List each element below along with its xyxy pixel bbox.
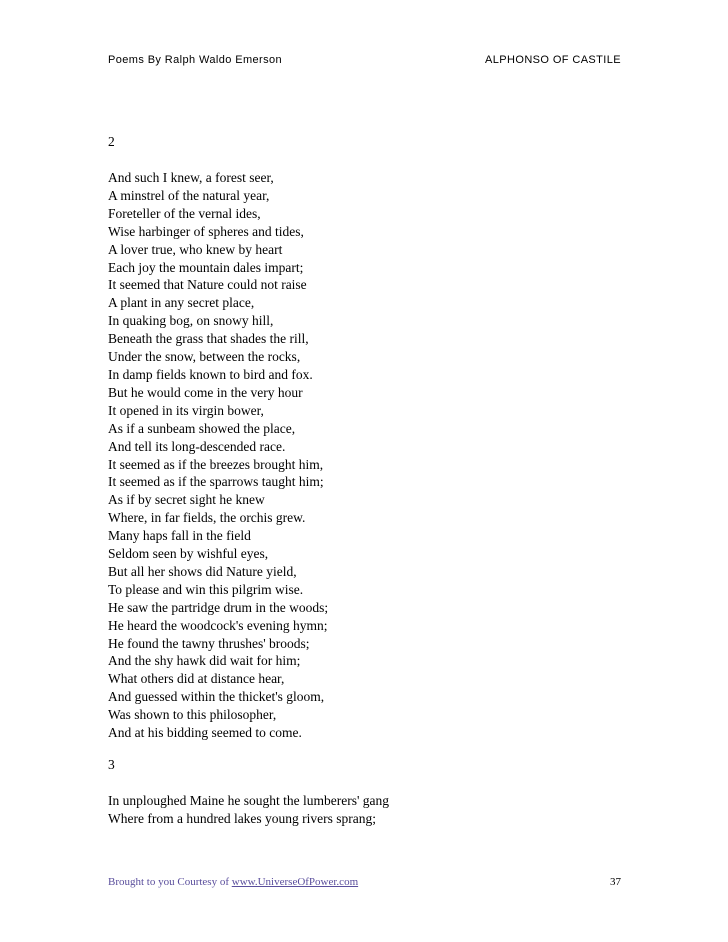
poem-line: It seemed as if the sparrows taught him; bbox=[108, 474, 324, 490]
poem-line: Under the snow, between the rocks, bbox=[108, 349, 301, 365]
page-number: 37 bbox=[610, 876, 621, 888]
poem-line: Each joy the mountain dales impart; bbox=[108, 259, 304, 275]
section-number-3: 3 bbox=[108, 757, 115, 772]
poem-line: Seldom seen by wishful eyes, bbox=[108, 546, 269, 562]
footer-website-link[interactable]: www.UniverseOfPower.com bbox=[231, 876, 359, 888]
poem-line: He heard the woodcock's evening hymn; bbox=[108, 617, 328, 633]
poem-line: To please and win this pilgrim wise. bbox=[108, 581, 304, 597]
poem-line: He found the tawny thrushes' broods; bbox=[108, 635, 310, 651]
poem-line: A plant in any secret place, bbox=[108, 295, 255, 311]
poem-line: And guessed within the thicket's gloom, bbox=[108, 689, 325, 705]
poem-line: As if by secret sight he knew bbox=[108, 492, 265, 508]
footer-courtesy-text: Brought to you Courtesy of bbox=[108, 876, 229, 888]
poem-line: Foreteller of the vernal ides, bbox=[108, 205, 261, 221]
poem-line: And such I knew, a forest seer, bbox=[108, 170, 274, 185]
poem-line: Where from a hundred lakes young rivers sprang; bbox=[108, 810, 377, 826]
poem-line: It opened in its virgin bower, bbox=[108, 402, 264, 418]
poem-line: It seemed that Nature could not raise bbox=[108, 277, 307, 293]
poem-line: In quaking bog, on snowy hill, bbox=[108, 313, 274, 329]
poem-line: And at his bidding seemed to come. bbox=[108, 725, 302, 741]
running-header-section: ALPHONSO OF CASTILE bbox=[485, 54, 621, 66]
poem-line: But he would come in the very hour bbox=[108, 384, 303, 400]
poem-line: A minstrel of the natural year, bbox=[108, 187, 270, 203]
poem-line: He saw the partridge drum in the woods; bbox=[108, 599, 329, 615]
poem-line: In unploughed Maine he sought the lumberers' gang bbox=[108, 793, 389, 808]
poem-line: In damp fields known to bird and fox. bbox=[108, 366, 313, 382]
stanza-section-2 bbox=[108, 169, 328, 742]
poem-line: Was shown to this philosopher, bbox=[108, 707, 277, 723]
poem-line: Wise harbinger of spheres and tides, bbox=[108, 223, 304, 239]
stanza-section-3 bbox=[108, 792, 389, 828]
poem-line: Beneath the grass that shades the rill, bbox=[108, 331, 309, 347]
poem-line: A lover true, who knew by heart bbox=[108, 241, 283, 257]
footer-courtesy bbox=[108, 876, 358, 888]
poem-line: What others did at distance hear, bbox=[108, 671, 285, 687]
section-number-2: 2 bbox=[108, 134, 115, 149]
poem-line: And tell its long-descended race. bbox=[108, 438, 286, 454]
poem-line: And the shy hawk did wait for him; bbox=[108, 653, 301, 669]
running-header-title: Poems By Ralph Waldo Emerson bbox=[108, 54, 283, 66]
poem-line: As if a sunbeam showed the place, bbox=[108, 420, 296, 436]
poem-line: It seemed as if the breezes brought him, bbox=[108, 456, 324, 472]
poem-line: Many haps fall in the field bbox=[108, 528, 251, 544]
poem-line: Where, in far fields, the orchis grew. bbox=[108, 510, 306, 526]
poem-line: But all her shows did Nature yield, bbox=[108, 563, 297, 579]
